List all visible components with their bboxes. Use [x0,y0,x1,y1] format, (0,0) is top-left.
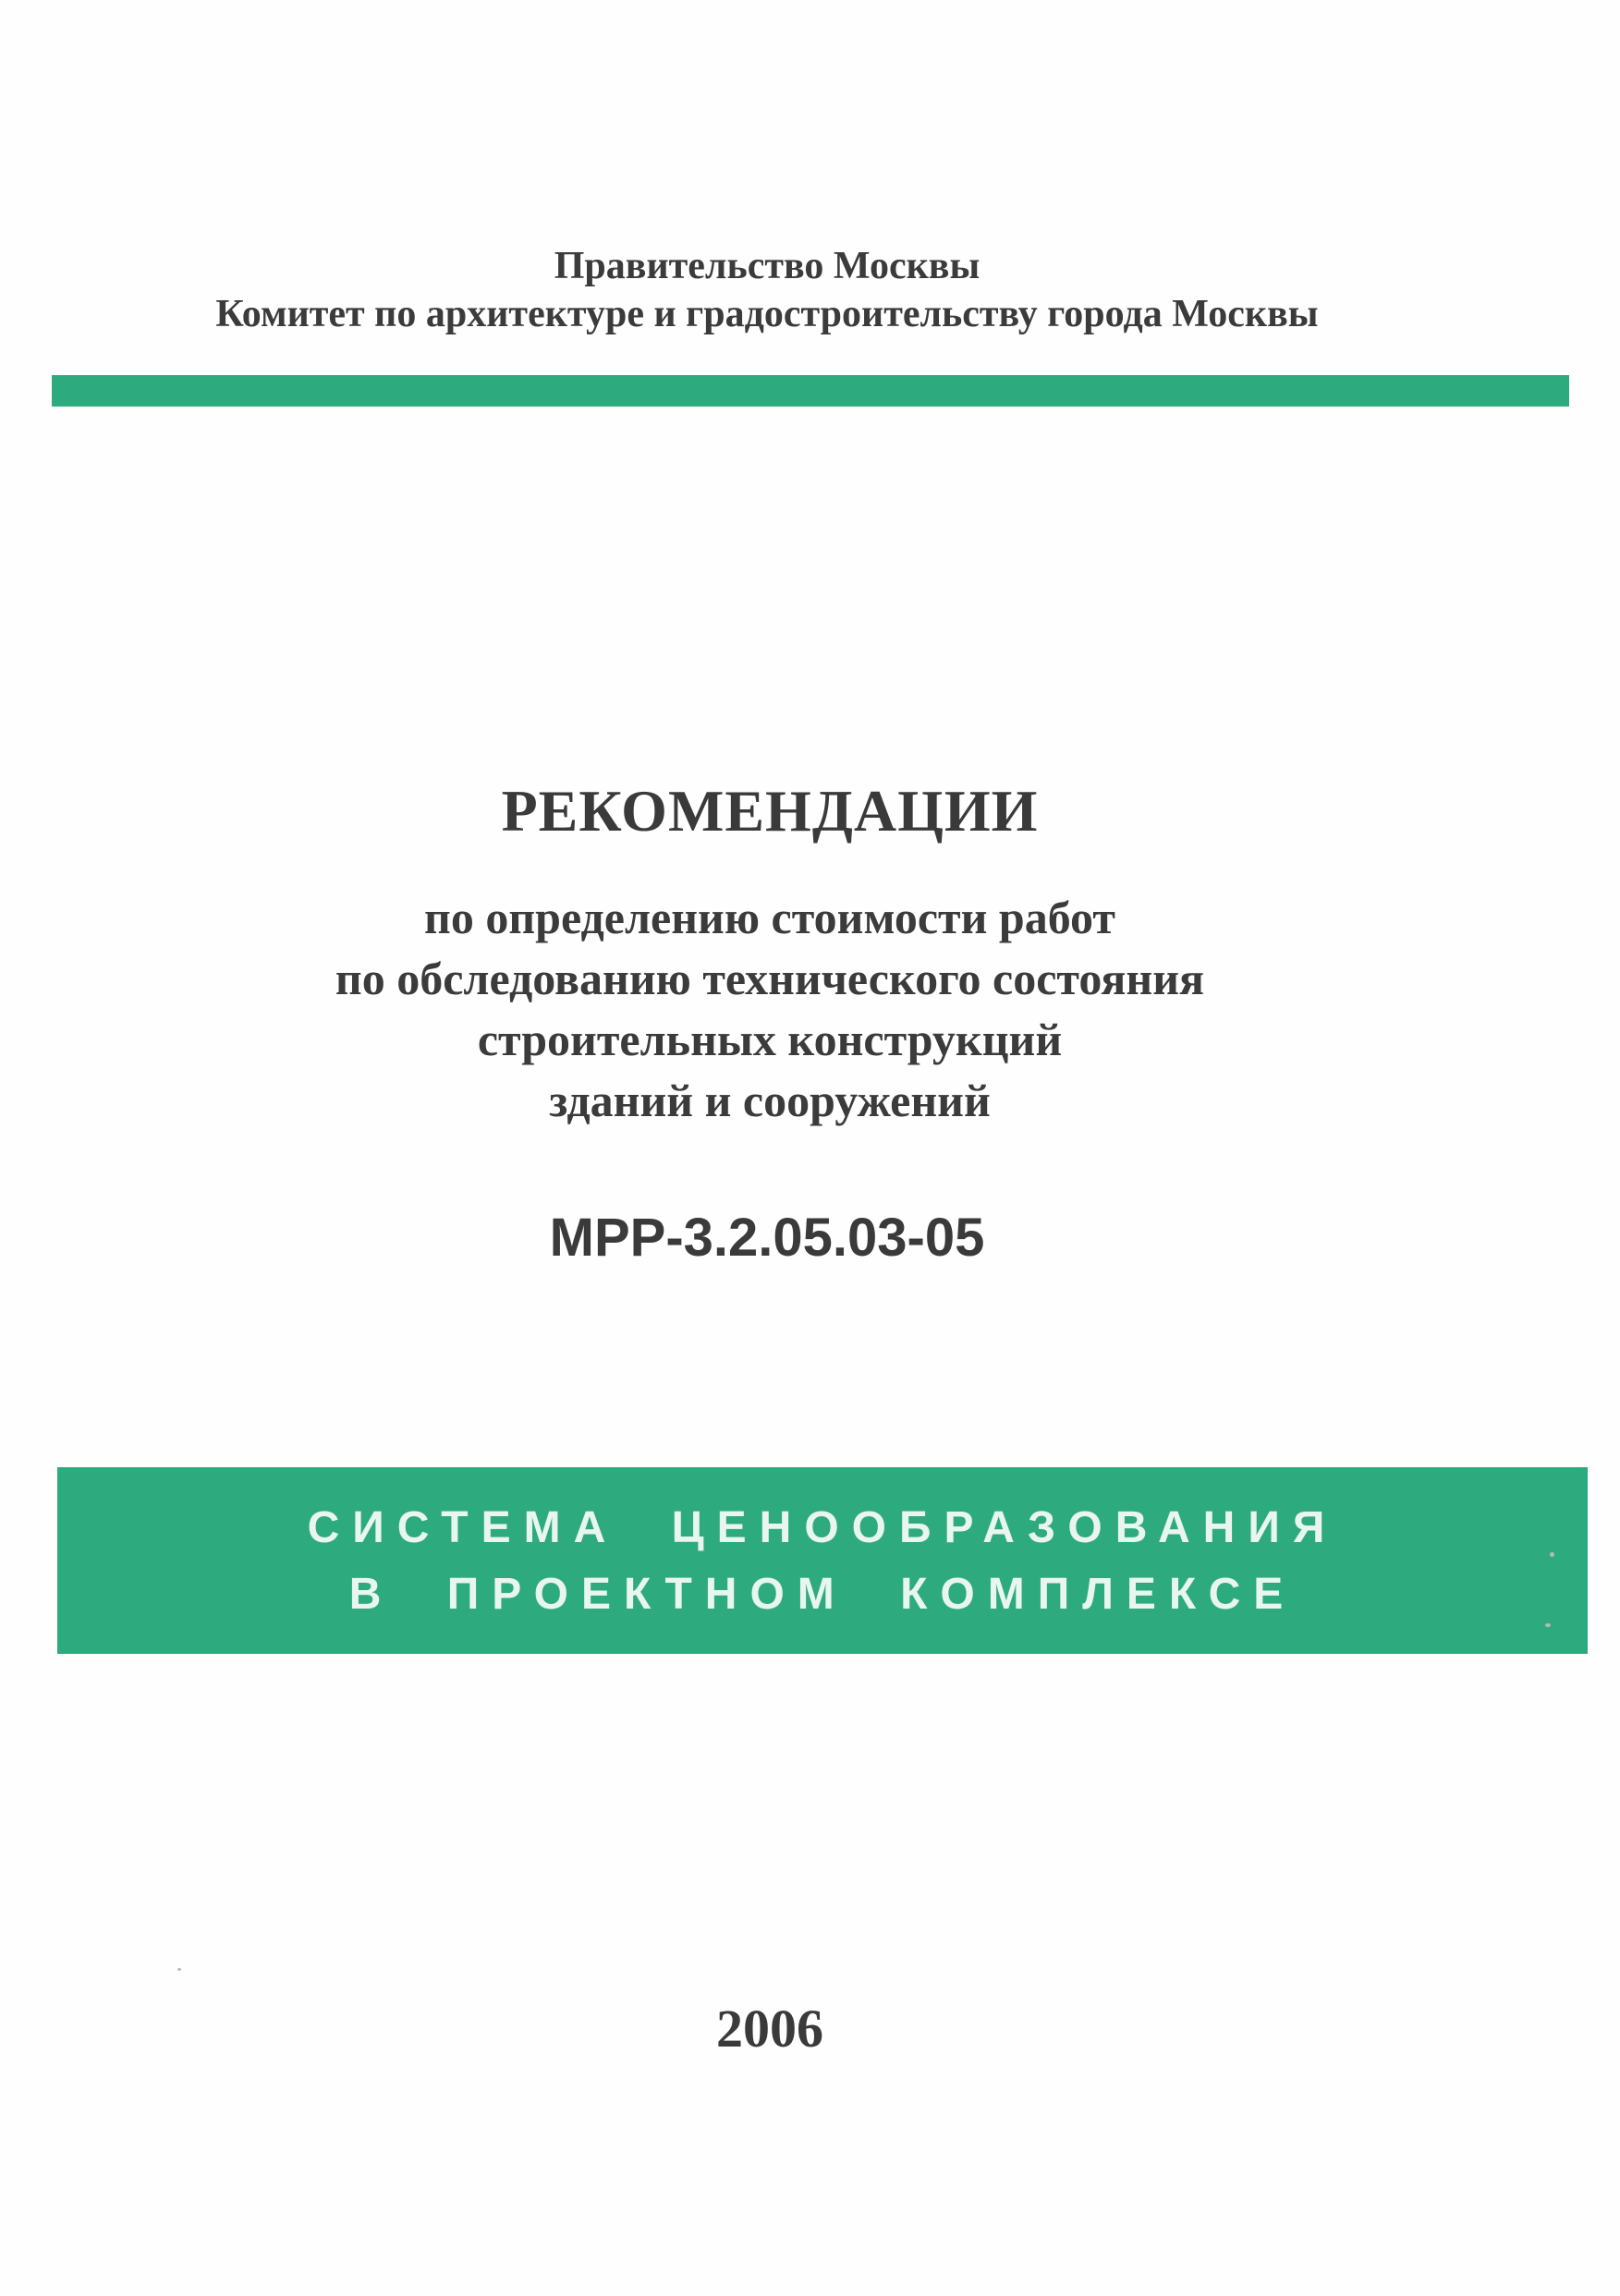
series-line-2: В ПРОЕКТНОМ КОМПЛЕКСЕ [348,1570,1297,1619]
document-kind-title: РЕКОМЕНДАЦИИ [501,778,1039,844]
series-banner [57,1467,1588,1654]
committee-name: Комитет по архитектуре и градостроительству города Москвы [215,293,1319,335]
government-name: Правительство Москвы [554,245,981,287]
document-code: МРР-3.2.05.03-05 [549,1208,985,1268]
subtitle-line: по обследованию технического состояния [335,953,1205,1004]
header-divider-bar [52,375,1569,407]
subtitle-line: зданий и сооружений [549,1075,991,1126]
subtitle-line: по определению стоимости работ [424,892,1115,943]
subtitle-line: строительных конструкций [477,1014,1063,1065]
scan-speck [1545,1623,1551,1627]
scan-speck [177,1968,181,1971]
series-line-1: СИСТЕМА ЦЕНООБРАЗОВАНИЯ [307,1503,1338,1552]
scan-speck [1550,1552,1554,1557]
document-subtitle [0,887,1540,1131]
publication-year: 2006 [716,1998,823,2059]
